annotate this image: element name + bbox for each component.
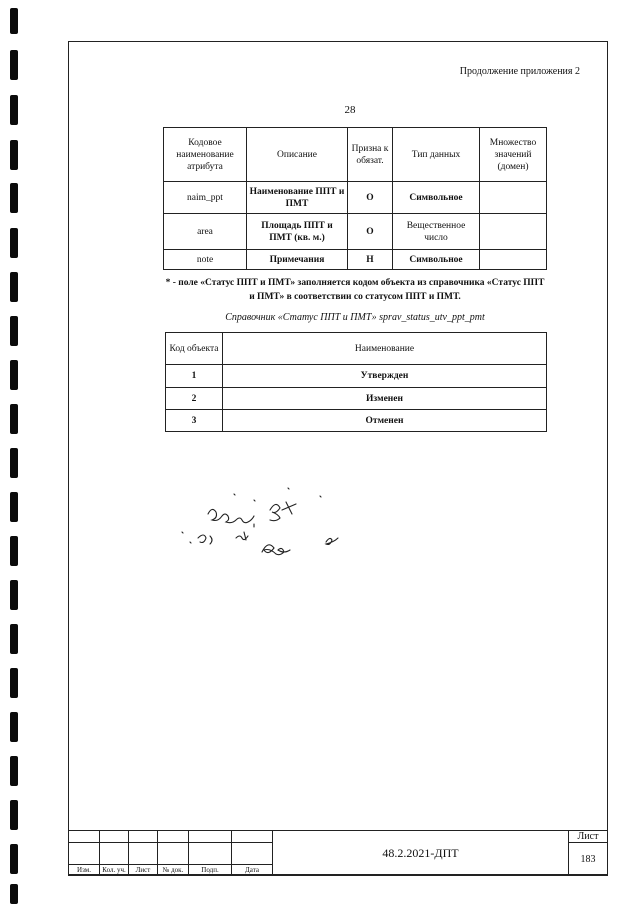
document-code: 48.2.2021-ДПТ: [273, 831, 569, 876]
stamp-label-sheet: Лист: [129, 865, 158, 876]
cell-type: Вещественное число: [393, 214, 480, 250]
cell-description: Наименование ППТ и ПМТ: [247, 182, 348, 214]
cell-type: Символьное: [393, 250, 480, 270]
cell-type: Символьное: [393, 182, 480, 214]
binding-mark: [10, 492, 18, 522]
sheet-number: 183: [569, 843, 608, 876]
table-row: [166, 365, 547, 388]
cell-code: 3: [166, 410, 223, 432]
reference-table: [165, 332, 547, 432]
reference-title: Справочник «Статус ППТ и ПМТ» sprav_status_utv_ppt_pmt: [225, 312, 485, 323]
header-description: Описание: [247, 128, 348, 182]
table-row: [164, 250, 547, 270]
header-type: Тип данных: [393, 128, 480, 182]
header-name: Наименование: [223, 333, 547, 365]
binding-mark: [10, 360, 18, 390]
binding-mark: [10, 316, 18, 346]
binding-mark: [10, 8, 18, 34]
stamp-label-sign: Подп.: [189, 865, 232, 876]
cell-description: Площадь ППТ и ПМТ (кв. м.): [247, 214, 348, 250]
cell-code: note: [164, 250, 247, 270]
table-row: [164, 182, 547, 214]
header-code: Кодовое наименование атрибута: [164, 128, 247, 182]
stamp-label-change: Изм.: [69, 865, 100, 876]
title-block: [68, 830, 608, 876]
table-header-row: [164, 128, 547, 182]
stamp-row: [69, 831, 608, 843]
cell-domain: [480, 250, 547, 270]
binding-mark: [10, 800, 18, 830]
attributes-table: [163, 127, 547, 270]
table-row: [164, 214, 547, 250]
stamp-label-date: Дата: [232, 865, 273, 876]
sheet-label: Лист: [569, 831, 608, 843]
cell-domain: [480, 214, 547, 250]
binding-mark: [10, 756, 18, 786]
binding-mark: [10, 95, 18, 125]
cell-required: Н: [348, 250, 393, 270]
header-domain: Множество значений (домен): [480, 128, 547, 182]
binding-mark: [10, 712, 18, 742]
binding-mark: [10, 580, 18, 610]
binding-mark: [10, 448, 18, 478]
binding-mark: [10, 624, 18, 654]
table-row: [166, 410, 547, 432]
cell-description: Примечания: [247, 250, 348, 270]
binding-mark: [10, 404, 18, 434]
cell-code: 1: [166, 365, 223, 388]
continuation-note: Продолжение приложения 2: [459, 66, 580, 77]
binding-mark: [10, 272, 18, 302]
header-required: Призна к обязат.: [348, 128, 393, 182]
table-header-row: [166, 333, 547, 365]
cell-code: 2: [166, 388, 223, 410]
binding-mark: [10, 844, 18, 874]
cell-required: О: [348, 214, 393, 250]
cell-name: Утвержден: [223, 365, 547, 388]
table-row: [166, 388, 547, 410]
binding-mark: [10, 140, 18, 170]
binding-mark: [10, 536, 18, 566]
page-number: 28: [344, 104, 356, 116]
cell-code: area: [164, 214, 247, 250]
handwritten-signature: [170, 480, 370, 570]
cell-code: naim_ppt: [164, 182, 247, 214]
binding-mark: [10, 50, 18, 80]
cell-name: Отменен: [223, 410, 547, 432]
cell-name: Изменен: [223, 388, 547, 410]
binding-mark: [10, 884, 18, 904]
header-code: Код объекта: [166, 333, 223, 365]
binding-mark: [10, 668, 18, 698]
footnote: * - поле «Статус ППТ и ПМТ» заполняется кодом объекта из справочника «Статус ППТ и ПМТ» в соответствии со статусом ППТ и ПМТ.: [165, 278, 545, 302]
cell-required: О: [348, 182, 393, 214]
stamp-label-count: Кол. уч.: [100, 865, 129, 876]
cell-domain: [480, 182, 547, 214]
binding-mark: [10, 183, 18, 213]
stamp-label-doc: № док.: [158, 865, 189, 876]
binding-mark: [10, 228, 18, 258]
